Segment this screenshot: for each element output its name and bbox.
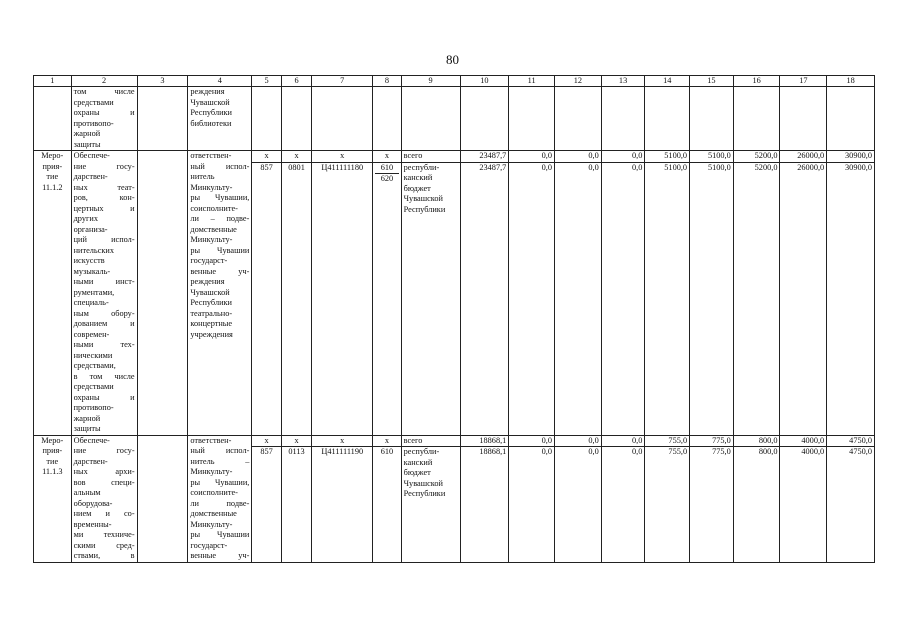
text-line: охраны и: [73, 108, 135, 117]
budget-value: 5200,0: [754, 162, 778, 172]
budget-value: 0,0: [541, 162, 553, 172]
total-value: x: [373, 436, 400, 448]
text-line: Минкульту-: [190, 235, 233, 244]
text-line: нительских: [73, 245, 114, 255]
text-line: ными инст-: [73, 277, 135, 286]
cell-c12: [555, 151, 602, 436]
text-line: музыкаль-: [73, 266, 111, 276]
text-line: ров, кон-: [73, 193, 135, 202]
budget-value: 0801: [288, 162, 305, 172]
text-line: реждения: [190, 87, 225, 96]
cell-c16: [733, 435, 780, 562]
continuation-row: [34, 87, 875, 151]
text-line: защиты: [73, 424, 101, 433]
activity-number: [34, 151, 72, 436]
text-line: ных архи-: [73, 467, 135, 476]
text-line: ническими: [73, 350, 113, 360]
text-line: защиты: [73, 139, 101, 149]
text-line: соисполните-: [190, 488, 238, 497]
budget-value: 4750,0: [849, 447, 872, 456]
budget-value: 5100,0: [664, 162, 688, 172]
text-line: нитель: [190, 172, 215, 181]
text-line: ными тех-: [73, 340, 135, 349]
source-line: канский: [403, 173, 433, 182]
text-line: 11.1.3: [42, 467, 63, 476]
cell-c5: [252, 435, 281, 562]
column-number-row: [34, 76, 875, 87]
text-line: дарствен-: [73, 172, 108, 181]
cell-c7: [312, 435, 373, 562]
total-value: 5100,0: [645, 151, 689, 163]
text-line: учреждения: [190, 329, 233, 339]
column-number-16: 16: [733, 76, 780, 87]
text-line: Меро-: [41, 435, 64, 445]
text-line: том числе: [73, 87, 135, 96]
text-line: противопо-: [73, 118, 114, 128]
text-line: искусств: [73, 256, 105, 265]
cell-c11: [509, 151, 555, 436]
text-line: Минкульту-: [190, 182, 233, 192]
text-line: противопо-: [73, 403, 114, 412]
source-line: бюджет: [403, 183, 431, 193]
total-value: 0,0: [602, 436, 645, 448]
text-line: ствами, в: [73, 551, 135, 560]
cell-c6: [281, 151, 311, 436]
column-number-18: 18: [827, 76, 875, 87]
column-number-3: 3: [137, 76, 188, 87]
total-value: 18868,1: [461, 436, 509, 448]
cell-c16: [733, 151, 780, 436]
column-number-14: 14: [645, 76, 690, 87]
text-line: государст-: [190, 540, 228, 550]
text-line: ответствен-: [190, 151, 232, 160]
activity-row: [34, 151, 875, 436]
kvr-code: 620: [375, 173, 398, 185]
text-line: средствами: [73, 382, 114, 391]
total-value: 0,0: [602, 151, 645, 163]
text-line: Минкульту-: [190, 467, 233, 476]
text-line: ций испол-: [73, 235, 135, 244]
executor-description: [188, 435, 252, 562]
responsible-column: [137, 151, 188, 436]
text-line: Минкульту-: [190, 519, 233, 529]
budget-value: 755,0: [668, 447, 688, 456]
budget-value: [373, 447, 400, 458]
text-line: реждения: [190, 277, 225, 286]
budget-value: 23487,7: [479, 162, 507, 172]
cell-c8: [373, 151, 401, 436]
text-line: нием и со-: [73, 509, 135, 518]
cell-c10: [460, 435, 509, 562]
cell-c14: [645, 151, 690, 436]
text-line: средствами,: [73, 361, 116, 370]
activity-description: [71, 151, 137, 436]
text-line: ным обору-: [73, 308, 135, 318]
total-value: 23487,7: [461, 151, 509, 163]
text-line: ние госу-: [73, 161, 135, 171]
total-value: 30900,0: [827, 151, 874, 163]
text-line: современ-: [73, 329, 110, 339]
text-line: венные уч-: [190, 551, 250, 560]
text-line: нитель –: [190, 456, 250, 466]
cell-c9: [401, 435, 460, 562]
text-line: Обеспече-: [73, 151, 110, 160]
text-line: организа-: [73, 224, 108, 234]
total-value: 800,0: [734, 436, 780, 448]
text-line: жарной: [73, 413, 101, 423]
total-value: всего: [402, 151, 460, 163]
total-value: x: [373, 151, 400, 163]
kvr-code: 610: [380, 447, 394, 456]
total-value: x: [282, 436, 311, 448]
kvr-code: 610: [380, 162, 394, 172]
column-number-5: 5: [252, 76, 281, 87]
text-line: ли подве-: [190, 498, 250, 508]
text-line: ры Чувашии: [190, 245, 250, 255]
text-line: Чувашской: [190, 287, 230, 297]
continuation-description: [71, 87, 137, 151]
text-line: специаль-: [73, 298, 109, 307]
total-value: 775,0: [690, 436, 733, 448]
column-number-15: 15: [690, 76, 734, 87]
activity-description: [71, 435, 137, 562]
total-value: x: [312, 436, 372, 448]
cell-c10: [460, 151, 509, 436]
text-line: Республики: [190, 298, 232, 307]
cell-c7: [312, 151, 373, 436]
total-value: x: [282, 151, 311, 163]
source-line: Чувашской: [403, 478, 443, 488]
cell-c18: [827, 151, 875, 436]
text-line: оборудова-: [73, 498, 113, 508]
column-number-7: 7: [312, 76, 373, 87]
executor-description: [188, 151, 252, 436]
text-line: ние госу-: [73, 446, 135, 455]
budget-value: 0,0: [588, 447, 599, 456]
text-line: концертные: [190, 319, 233, 328]
column-number-11: 11: [509, 76, 555, 87]
source-line: канский: [403, 457, 433, 467]
budget-value: Ц411111190: [321, 447, 364, 456]
total-value: x: [312, 151, 372, 163]
text-line: ры Чувашии,: [190, 193, 250, 202]
total-value: 0,0: [509, 151, 554, 163]
activity-row: [34, 435, 875, 562]
text-line: Обеспече-: [73, 435, 110, 445]
column-number-6: 6: [281, 76, 311, 87]
text-line: государст-: [190, 256, 228, 265]
source-line: Чувашской: [403, 194, 443, 203]
cell-c8: [373, 435, 401, 562]
budget-value: 26000,0: [797, 162, 825, 172]
text-line: цертных и: [73, 203, 135, 213]
total-value: 4000,0: [780, 436, 826, 448]
total-value: 755,0: [645, 436, 689, 448]
budget-value: 4000,0: [801, 447, 825, 456]
text-line: ли – подве-: [190, 214, 250, 223]
total-value: 0,0: [555, 436, 601, 448]
total-value: x: [252, 436, 280, 448]
source-line: Республики: [403, 204, 446, 214]
text-line: временны-: [73, 519, 112, 529]
cell-c15: [690, 435, 734, 562]
source-line: Республики: [403, 489, 446, 498]
budget-value: 0,0: [632, 447, 643, 456]
budget-value: 5100,0: [707, 162, 731, 172]
text-line: библиотеки: [190, 118, 232, 128]
text-line: вов специ-: [73, 477, 135, 487]
total-value: x: [252, 151, 280, 163]
budget-value: 30900,0: [845, 162, 872, 172]
column-number-12: 12: [555, 76, 602, 87]
text-line: других: [73, 214, 98, 223]
budget-value: Ц411111180: [321, 162, 364, 172]
total-value: 5200,0: [734, 151, 780, 163]
text-line: альным: [73, 488, 101, 497]
column-number-10: 10: [460, 76, 509, 87]
budget-value: [402, 163, 460, 216]
cell-c6: [281, 435, 311, 562]
continuation-executor: [188, 87, 252, 151]
text-line: ответствен-: [190, 435, 232, 445]
text-line: в том числе: [73, 371, 135, 381]
column-number-9: 9: [401, 76, 460, 87]
cell-c11: [509, 435, 555, 562]
text-line: венные уч-: [190, 266, 250, 276]
budget-value: 857: [260, 162, 273, 172]
total-value: всего: [402, 436, 460, 448]
page-number: 80: [446, 52, 459, 67]
text-line: прия-: [42, 446, 63, 455]
text-line: ры Чувашии,: [190, 477, 250, 487]
text-line: средствами: [73, 97, 114, 107]
text-line: охраны и: [73, 392, 135, 402]
cell-c17: [780, 151, 827, 436]
source-line: бюджет: [403, 468, 431, 477]
text-line: Чувашской: [190, 97, 230, 107]
budget-value: 800,0: [758, 447, 778, 456]
text-line: ных теат-: [73, 182, 135, 192]
text-line: соисполните-: [190, 203, 238, 213]
text-line: домственные: [190, 509, 237, 518]
source-line: республи-: [403, 162, 440, 172]
text-line: рументами,: [73, 287, 115, 297]
responsible-column: [137, 435, 188, 562]
text-line: Республики: [190, 108, 232, 117]
text-line: жарной: [73, 129, 101, 138]
text-line: театрально-: [190, 308, 233, 318]
cell-c13: [601, 151, 645, 436]
text-line: тие: [46, 456, 59, 466]
text-line: скими сред-: [73, 540, 135, 550]
total-value: 26000,0: [780, 151, 826, 163]
cell-c14: [645, 435, 690, 562]
total-value: 0,0: [509, 436, 554, 448]
text-line: Меро-: [41, 151, 64, 160]
source-line: республи-: [403, 447, 440, 456]
budget-value: 0113: [288, 447, 305, 456]
column-number-1: 1: [34, 76, 72, 87]
text-line: ры Чувашии: [190, 530, 250, 539]
text-line: 11.1.2: [42, 182, 63, 192]
column-number-13: 13: [601, 76, 645, 87]
budget-value: [373, 163, 400, 185]
text-line: ми техниче-: [73, 530, 135, 539]
text-line: тие: [46, 172, 59, 181]
cell-c12: [555, 435, 602, 562]
budget-value: [402, 447, 460, 500]
budget-value: 0,0: [632, 162, 643, 172]
total-value: 4750,0: [827, 436, 874, 448]
cell-c15: [690, 151, 734, 436]
activity-number: [34, 435, 72, 562]
column-number-2: 2: [71, 76, 137, 87]
text-line: дарствен-: [73, 456, 108, 466]
column-number-8: 8: [373, 76, 401, 87]
column-number-17: 17: [780, 76, 827, 87]
budget-value: 0,0: [541, 447, 553, 456]
column-number-4: 4: [188, 76, 252, 87]
cell-c9: [401, 151, 460, 436]
total-value: 0,0: [555, 151, 601, 163]
text-line: ный испол-: [190, 161, 250, 171]
text-line: дованием и: [73, 319, 135, 328]
budget-value: 0,0: [588, 162, 599, 172]
budget-value: 18868,1: [479, 447, 507, 456]
budget-value: 775,0: [712, 447, 731, 456]
cell-c13: [601, 435, 645, 562]
cell-c18: [827, 435, 875, 562]
cell-c5: [252, 151, 281, 436]
text-line: домственные: [190, 224, 237, 234]
budget-table: [33, 75, 875, 563]
budget-value: 857: [260, 447, 273, 456]
text-line: прия-: [42, 161, 63, 171]
text-line: ный испол-: [190, 446, 250, 455]
total-value: 5100,0: [690, 151, 733, 163]
cell-c17: [780, 435, 827, 562]
